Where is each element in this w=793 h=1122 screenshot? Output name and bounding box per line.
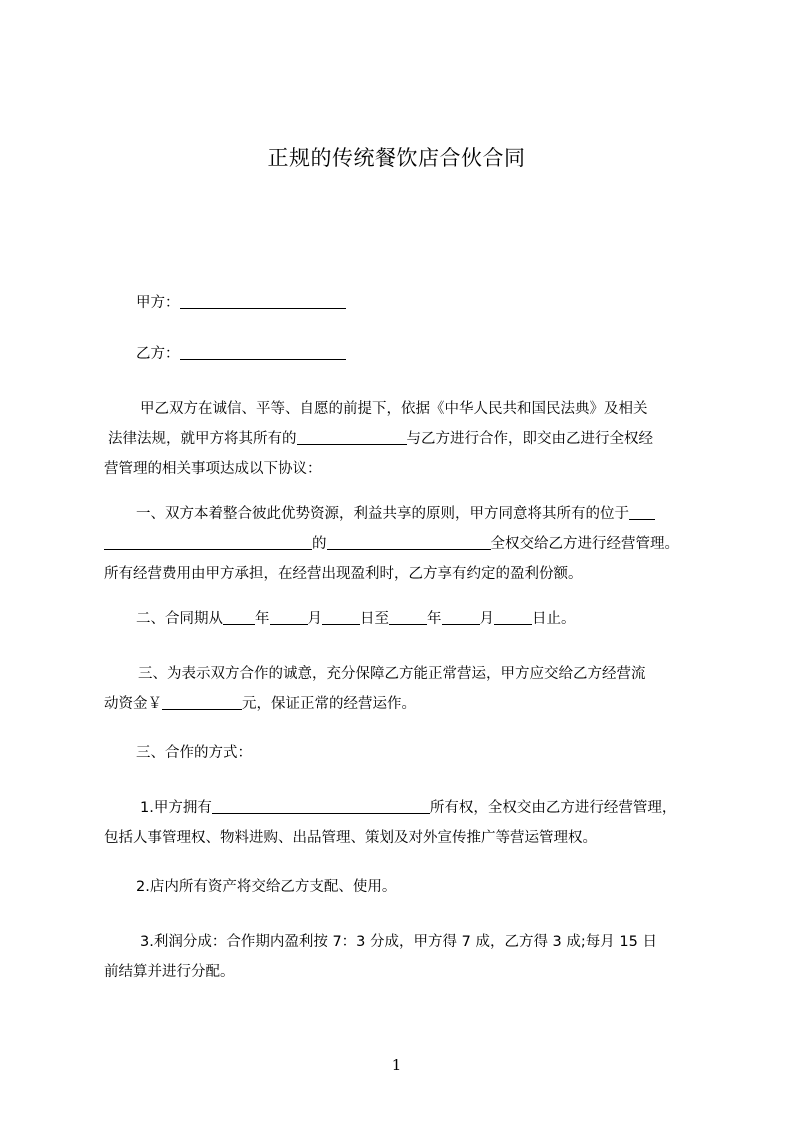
item-1-line-1 xyxy=(104,793,704,823)
party-b-label: 乙方： xyxy=(136,346,180,362)
clause-1-line-1-text: 一、双方本着整合彼此优势资源，利益共享的原则，甲方同意将其所有的位于 xyxy=(136,506,629,522)
page-number: 1 xyxy=(391,1056,402,1074)
item-1-line-1-end: 所有权，全权交由乙方进行经营管理， xyxy=(429,800,677,816)
party-a-blank xyxy=(180,294,346,310)
item-3-paragraph xyxy=(104,927,704,987)
item-1-line-1-start: 1.甲方拥有 xyxy=(140,800,212,816)
clause-3-line-2-end: 元，保证正常的经营运作。 xyxy=(242,696,416,712)
clause-2-start: 二、合同期从 xyxy=(136,611,223,627)
location-blank xyxy=(104,535,312,551)
party-b-blank xyxy=(180,345,346,361)
clause-1-line-2-of: 的 xyxy=(312,536,327,552)
end-day-blank xyxy=(494,610,532,626)
clause-2-year-2: 年 xyxy=(427,611,442,627)
ownership-blank xyxy=(212,799,430,815)
capital-amount-blank xyxy=(162,695,242,711)
item-1-paragraph xyxy=(104,793,704,853)
clause-2-month-1: 月 xyxy=(307,611,322,627)
clause-2-paragraph xyxy=(136,604,736,634)
preamble-line-2-start: 法律法规，就甲方将其所有的 xyxy=(108,431,297,447)
end-month-blank xyxy=(442,610,480,626)
business-blank xyxy=(327,535,491,551)
location-blank-start xyxy=(629,505,655,521)
clause-3-line-1: 三、为表示双方合作的诚意，充分保障乙方能正常营运，甲方应交给乙方经营流 xyxy=(138,666,646,682)
item-3-line-2: 前结算并进行分配。 xyxy=(104,964,235,980)
clause-3-paragraph xyxy=(104,659,704,719)
clause-1-line-2 xyxy=(104,529,704,559)
item-2-paragraph: 2.店内所有资产将交给乙方支配、使用。 xyxy=(136,879,397,895)
end-year-blank xyxy=(389,610,427,626)
clause-2-day-1: 日至 xyxy=(360,611,389,627)
party-b-line xyxy=(136,339,736,369)
property-blank xyxy=(297,430,407,446)
preamble-line-2-end: 与乙方进行合作，即交由乙进行全权经 xyxy=(406,431,653,447)
page-title: 正规的传统餐饮店合伙合同 xyxy=(267,146,526,170)
clause-3-line-2 xyxy=(104,689,704,719)
party-a-line xyxy=(136,288,736,318)
clause-1-line-3: 所有经营费用由甲方承担，在经营出现盈利时，乙方享有约定的盈利份额。 xyxy=(104,566,583,582)
start-year-blank xyxy=(223,610,255,626)
preamble-line-3: 营管理的相关事项达成以下协议： xyxy=(104,461,322,477)
clause-1-line-2-end: 全权交给乙方进行经营管理。 xyxy=(490,536,679,552)
item-3-line-1: 3.利润分成：合作期内盈利按 7：3 分成，甲方得 7 成，乙方得 3 成;每月 15 日 xyxy=(140,934,657,950)
cooperation-heading: 三、合作的方式： xyxy=(136,745,252,761)
clause-3-line-2-start: 动资金￥ xyxy=(104,696,162,712)
item-1-line-2: 包括人事管理权、物料进购、出品管理、策划及对外宣传推广等营运管理权。 xyxy=(104,830,597,846)
preamble-line-2 xyxy=(104,424,704,454)
clause-2-day-2: 日止。 xyxy=(532,611,576,627)
start-month-blank xyxy=(270,610,308,626)
preamble-paragraph xyxy=(104,394,704,484)
clause-1-paragraph xyxy=(104,499,704,589)
start-day-blank xyxy=(322,610,360,626)
clause-2-year-1: 年 xyxy=(255,611,270,627)
preamble-line-1: 甲乙双方在诚信、平等、自愿的前提下，依据《中华人民共和国民法典》及相关 xyxy=(140,401,648,417)
clause-2-month-2: 月 xyxy=(479,611,494,627)
clause-1-line-1 xyxy=(104,499,704,529)
party-a-label: 甲方： xyxy=(136,295,180,311)
